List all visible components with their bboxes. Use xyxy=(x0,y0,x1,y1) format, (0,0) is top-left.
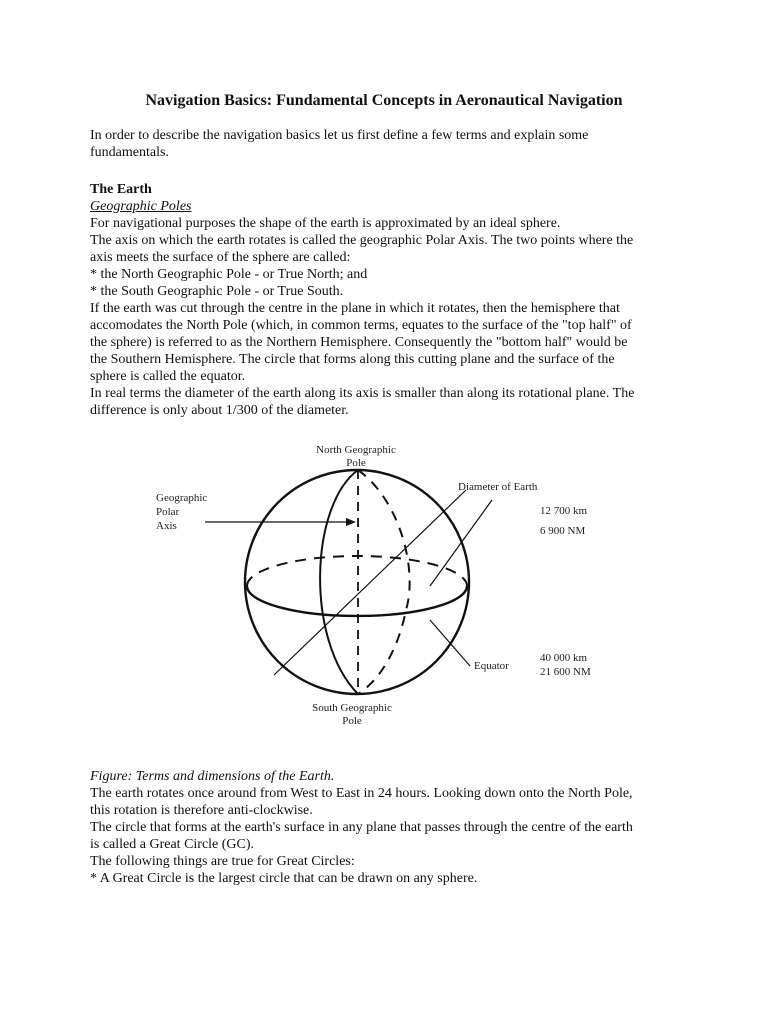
body-line: this rotation is therefore anti-clockwise. xyxy=(90,803,313,818)
body-line: the sphere) is referred to as the Northern Hemisphere. Consequently the "bottom half" would be xyxy=(90,335,628,350)
section-heading-the-earth: The Earth xyxy=(90,182,152,197)
polar-axis-arrowhead xyxy=(346,518,356,526)
circumference-km-value: 40 000 km xyxy=(540,652,588,664)
after-figure-paragraph xyxy=(90,785,690,887)
diameter-label: Diameter of Earth xyxy=(458,481,538,493)
body-line: axis meets the surface of the sphere are called: xyxy=(90,250,351,265)
body-line: If the earth was cut through the centre in the plane in which it rotates, then the hemisphere that xyxy=(90,301,620,316)
equator-pointer xyxy=(430,620,470,666)
meridian-hidden-arc xyxy=(358,470,410,694)
diameter-line xyxy=(274,490,466,675)
body-line: * the South Geographic Pole - or True South. xyxy=(90,284,344,299)
body-line: the Southern Hemisphere. The circle that forms along this cutting plane and the surface of the xyxy=(90,352,615,367)
body-line: The axis on which the earth rotates is called the geographic Polar Axis. The two points where the xyxy=(90,233,634,248)
intro-line: In order to describe the navigation basics let us first define a few terms and explain some xyxy=(90,128,589,143)
subsection-heading-geographic-poles: Geographic Poles xyxy=(90,199,192,214)
equator-label: Equator xyxy=(474,660,509,672)
body-line: * the North Geographic Pole - or True North; and xyxy=(90,267,368,282)
diameter-line-extension xyxy=(430,500,492,586)
south-pole-label: Pole xyxy=(342,715,362,727)
body-line: accomodates the North Pole (which, in common terms, equates to the surface of the "top half" of xyxy=(90,318,632,333)
body-line: difference is only about 1/300 of the diameter. xyxy=(90,403,349,418)
equator-front-arc xyxy=(247,586,467,616)
diameter-nm-value: 6 900 NM xyxy=(540,525,586,537)
polar-axis-label: Geographic xyxy=(156,492,208,504)
figure-caption: Figure: Terms and dimensions of the Earth. xyxy=(90,769,335,784)
south-pole-label: South Geographic xyxy=(312,702,392,714)
intro-line: fundamentals. xyxy=(90,145,169,160)
body-line: The following things are true for Great Circles: xyxy=(90,854,355,869)
north-pole-label: North Geographic xyxy=(316,444,396,456)
polar-axis-label: Axis xyxy=(156,520,177,532)
earth-sphere xyxy=(245,470,469,694)
body-line: sphere is called the equator. xyxy=(90,369,246,384)
body-line: The earth rotates once around from West to East in 24 hours. Looking down onto the North Pole, xyxy=(90,786,633,801)
document-title: Navigation Basics: Fundamental Concepts in Aeronautical Navigation xyxy=(145,92,623,109)
equator-hidden-arc xyxy=(247,556,467,586)
meridian-front-arc xyxy=(320,470,358,694)
body-line: For navigational purposes the shape of the earth is approximated by an ideal sphere. xyxy=(90,216,561,231)
body-line: * A Great Circle is the largest circle that can be drawn on any sphere. xyxy=(90,871,478,886)
body-line: is called a Great Circle (GC). xyxy=(90,837,255,852)
north-pole-label: Pole xyxy=(346,457,366,469)
body-line: The circle that forms at the earth's surface in any plane that passes through the centre of the earth xyxy=(90,820,633,835)
diameter-km-value: 12 700 km xyxy=(540,505,588,517)
circumference-nm-value: 21 600 NM xyxy=(540,666,591,678)
body-line: In real terms the diameter of the earth along its axis is smaller than along its rotational plane. The xyxy=(90,386,635,401)
polar-axis-label: Polar xyxy=(156,506,180,518)
